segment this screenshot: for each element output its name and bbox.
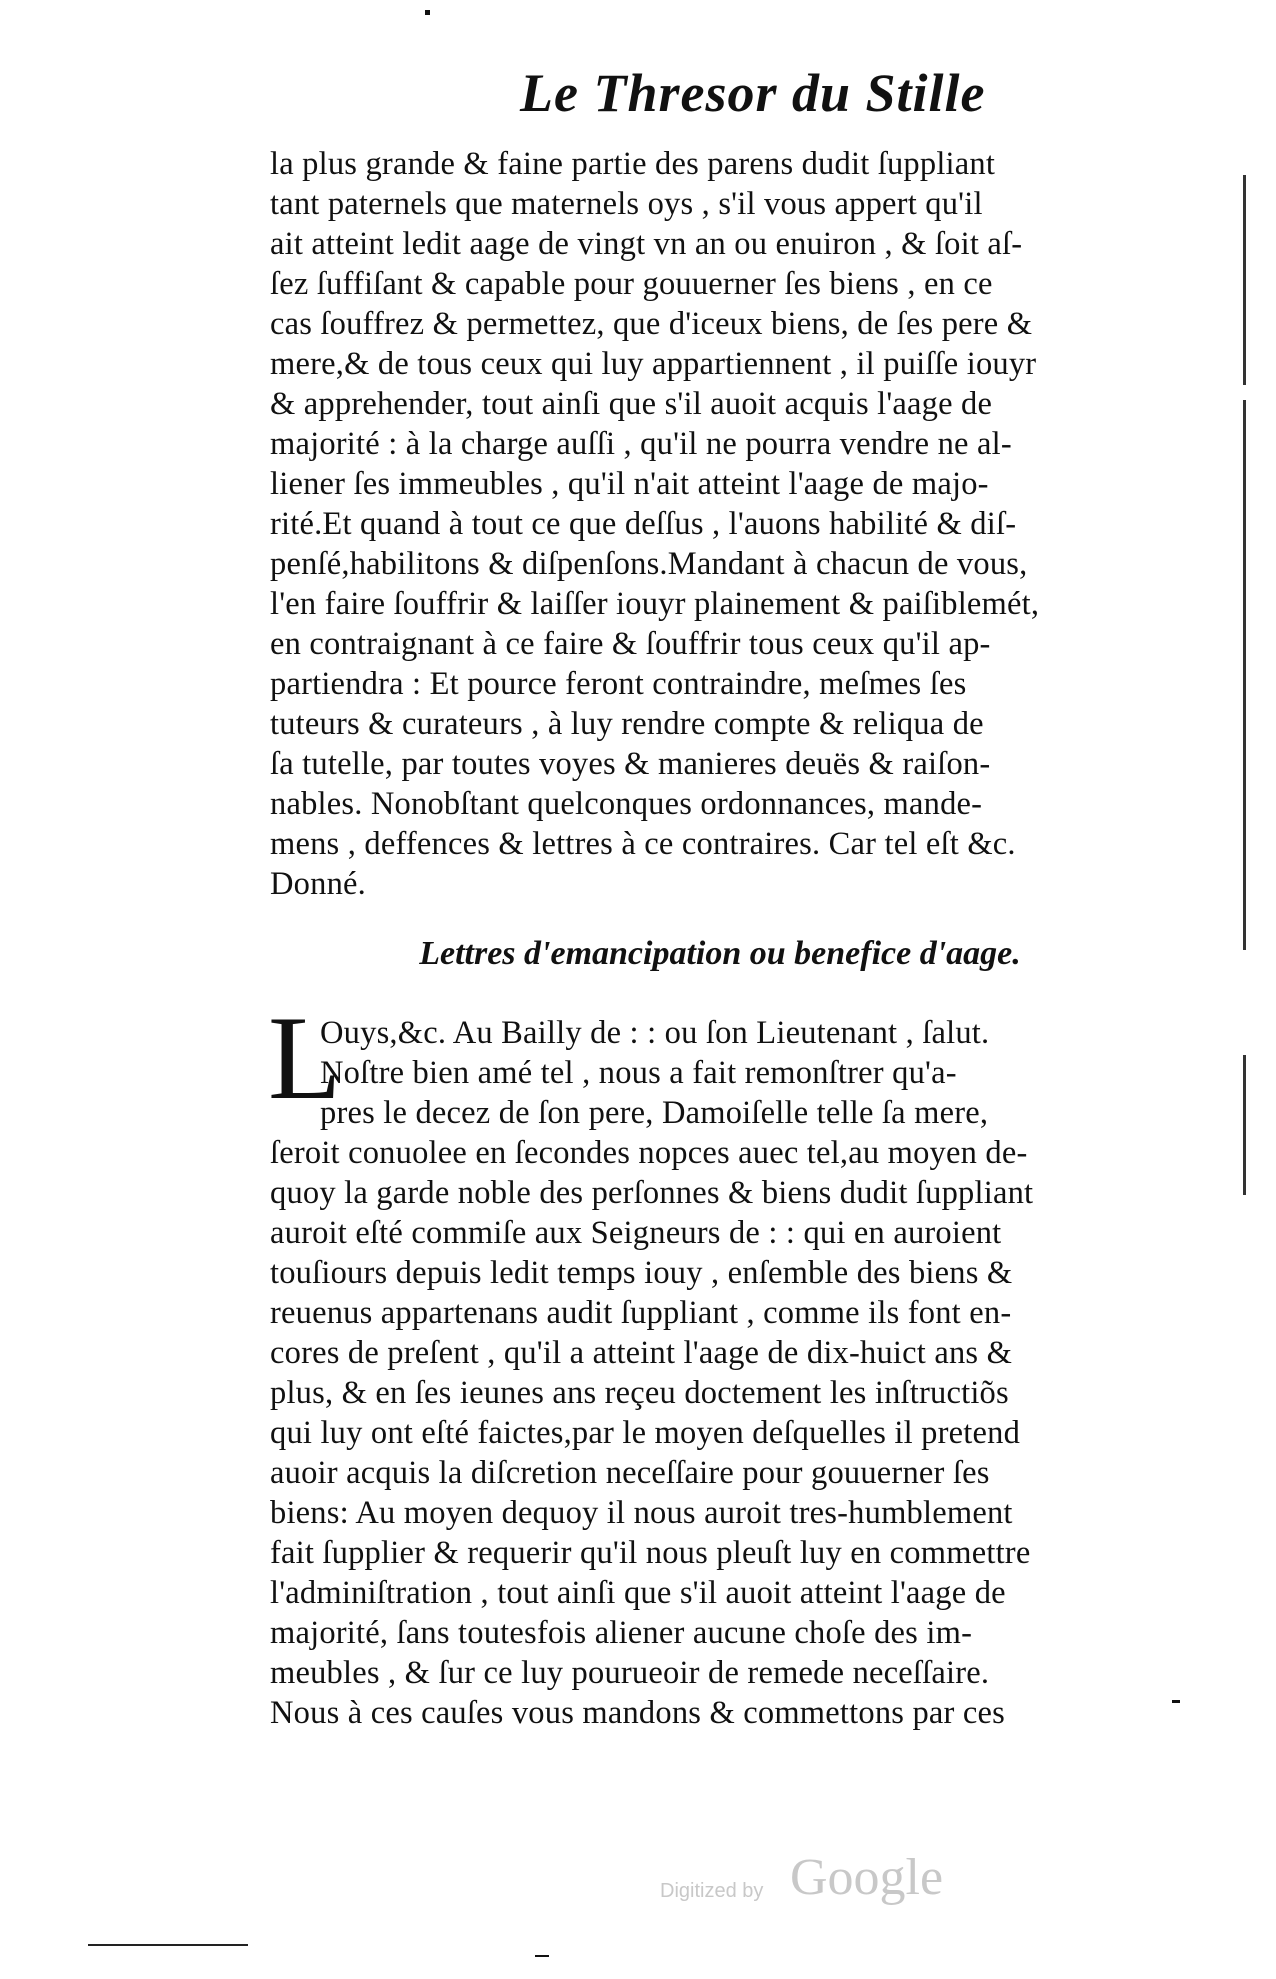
drop-cap: L [268,991,342,1124]
text-line: pres le decez de ſon pere, Damoiſelle telle ſa mere, [320,1095,989,1131]
running-head: Le Thresor du Stille [520,63,986,123]
text-line: tant paternels que maternels oys , s'il vous appert qu'il [270,186,983,222]
text-line: la plus grande & faine partie des parens dudit ſuppliant [270,146,996,182]
bottom-rule [88,1944,248,1946]
text-line: plus, & en ſes ieunes ans reçeu doctement les inſtructiõs [270,1375,1009,1411]
digitized-watermark [660,1848,990,1918]
text-line: rité.Et quand à tout ce que deſſus , l'auons habilité & diſ- [270,506,1017,542]
page-edge-rule [1243,1055,1246,1195]
text-line: auroit eſté commiſe aux Seigneurs de : : qui en auroient [270,1215,1002,1251]
text-line: cas ſouffrez & permettez, que d'iceux biens, de ſes pere & [270,306,1033,342]
text-line: & apprehender, tout ainſi que s'il auoit acquis l'aage de [270,386,993,422]
text-line: majorité : à la charge auſſi , qu'il ne pourra vendre ne al- [270,426,1012,462]
text-line: ſeroit conuolee en ſecondes nopces auec tel,au moyen de- [270,1135,1028,1171]
google-logo: Google [790,1849,944,1906]
scan-speck [425,10,430,15]
scan-speck [535,1955,549,1957]
section-title: Lettres d'emancipation ou benefice d'aage. [419,935,1021,972]
watermark-small-text: Digitized by [660,1880,764,1902]
text-line: liener ſes immeubles , qu'il n'ait atteint l'aage de majo- [270,466,989,502]
text-line: Ouys,&c. Au Bailly de : : ou ſon Lieutenant , ſalut. [320,1015,990,1051]
text-line: quoy la garde noble des perſonnes & biens dudit ſuppliant [270,1175,1034,1211]
text-line: meubles , & ſur ce luy pourueoir de remede neceſſaire. [270,1655,990,1691]
scan-speck [1172,1700,1180,1703]
text-line: l'en faire ſouffrir & laiſſer iouyr plainement & paiſiblemét, [270,586,1040,622]
text-line: mere,& de tous ceux qui luy appartiennent , il puiſſe iouyr [270,346,1037,382]
paragraph-continuation [270,144,1130,904]
text-line: touſiours depuis ledit temps iouy , enſemble des biens & [270,1255,1013,1291]
text-line: majorité, ſans toutesfois aliener aucune choſe des im- [270,1615,973,1651]
text-line: penſé,habilitons & diſpenſons.Mandant à chacun de vous, [270,546,1028,582]
text-line: mens , deffences & lettres à ce contraires. Car tel eſt &c. [270,826,1016,862]
text-line: qui luy ont eſté faictes,par le moyen deſquelles il pretend [270,1415,1021,1451]
paragraph-letter [270,1013,1130,1733]
text-line: Nous à ces cauſes vous mandons & commettons par ces [270,1695,1005,1731]
page-edge-rule [1243,175,1246,385]
text-line: Noſtre bien amé tel , nous a fait remonſtrer qu'a- [320,1055,957,1091]
text-line: ait atteint ledit aage de vingt vn an ou enuiron , & ſoit aſ- [270,226,1023,262]
text-line: fait ſupplier & requerir qu'il nous pleuſt luy en commettre [270,1535,1031,1571]
text-line: reuenus appartenans audit ſuppliant , comme ils font en- [270,1295,1012,1331]
text-line: cores de preſent , qu'il a atteint l'aage de dix-huict ans & [270,1335,1013,1371]
text-line: Donné. [270,866,366,902]
text-line: biens: Au moyen dequoy il nous auroit tres-humblement [270,1495,1013,1531]
text-line: auoir acquis la diſcretion neceſſaire pour gouuerner ſes [270,1455,990,1491]
text-line: ſez ſuffiſant & capable pour gouuerner ſes biens , en ce [270,266,993,302]
text-line: partiendra : Et pource feront contraindre, meſmes ſes [270,666,967,702]
text-line: tuteurs & curateurs , à luy rendre compte & reliqua de [270,706,984,742]
text-line: nables. Nonobſtant quelconques ordonnances, mande- [270,786,983,822]
page-edge-rule [1243,400,1246,950]
text-line: l'adminiſtration , tout ainſi que s'il auoit atteint l'aage de [270,1575,1006,1611]
text-line: en contraignant à ce faire & ſouffrir tous ceux qu'il ap- [270,626,991,662]
text-line: ſa tutelle, par toutes voyes & manieres deuës & raiſon- [270,746,991,782]
